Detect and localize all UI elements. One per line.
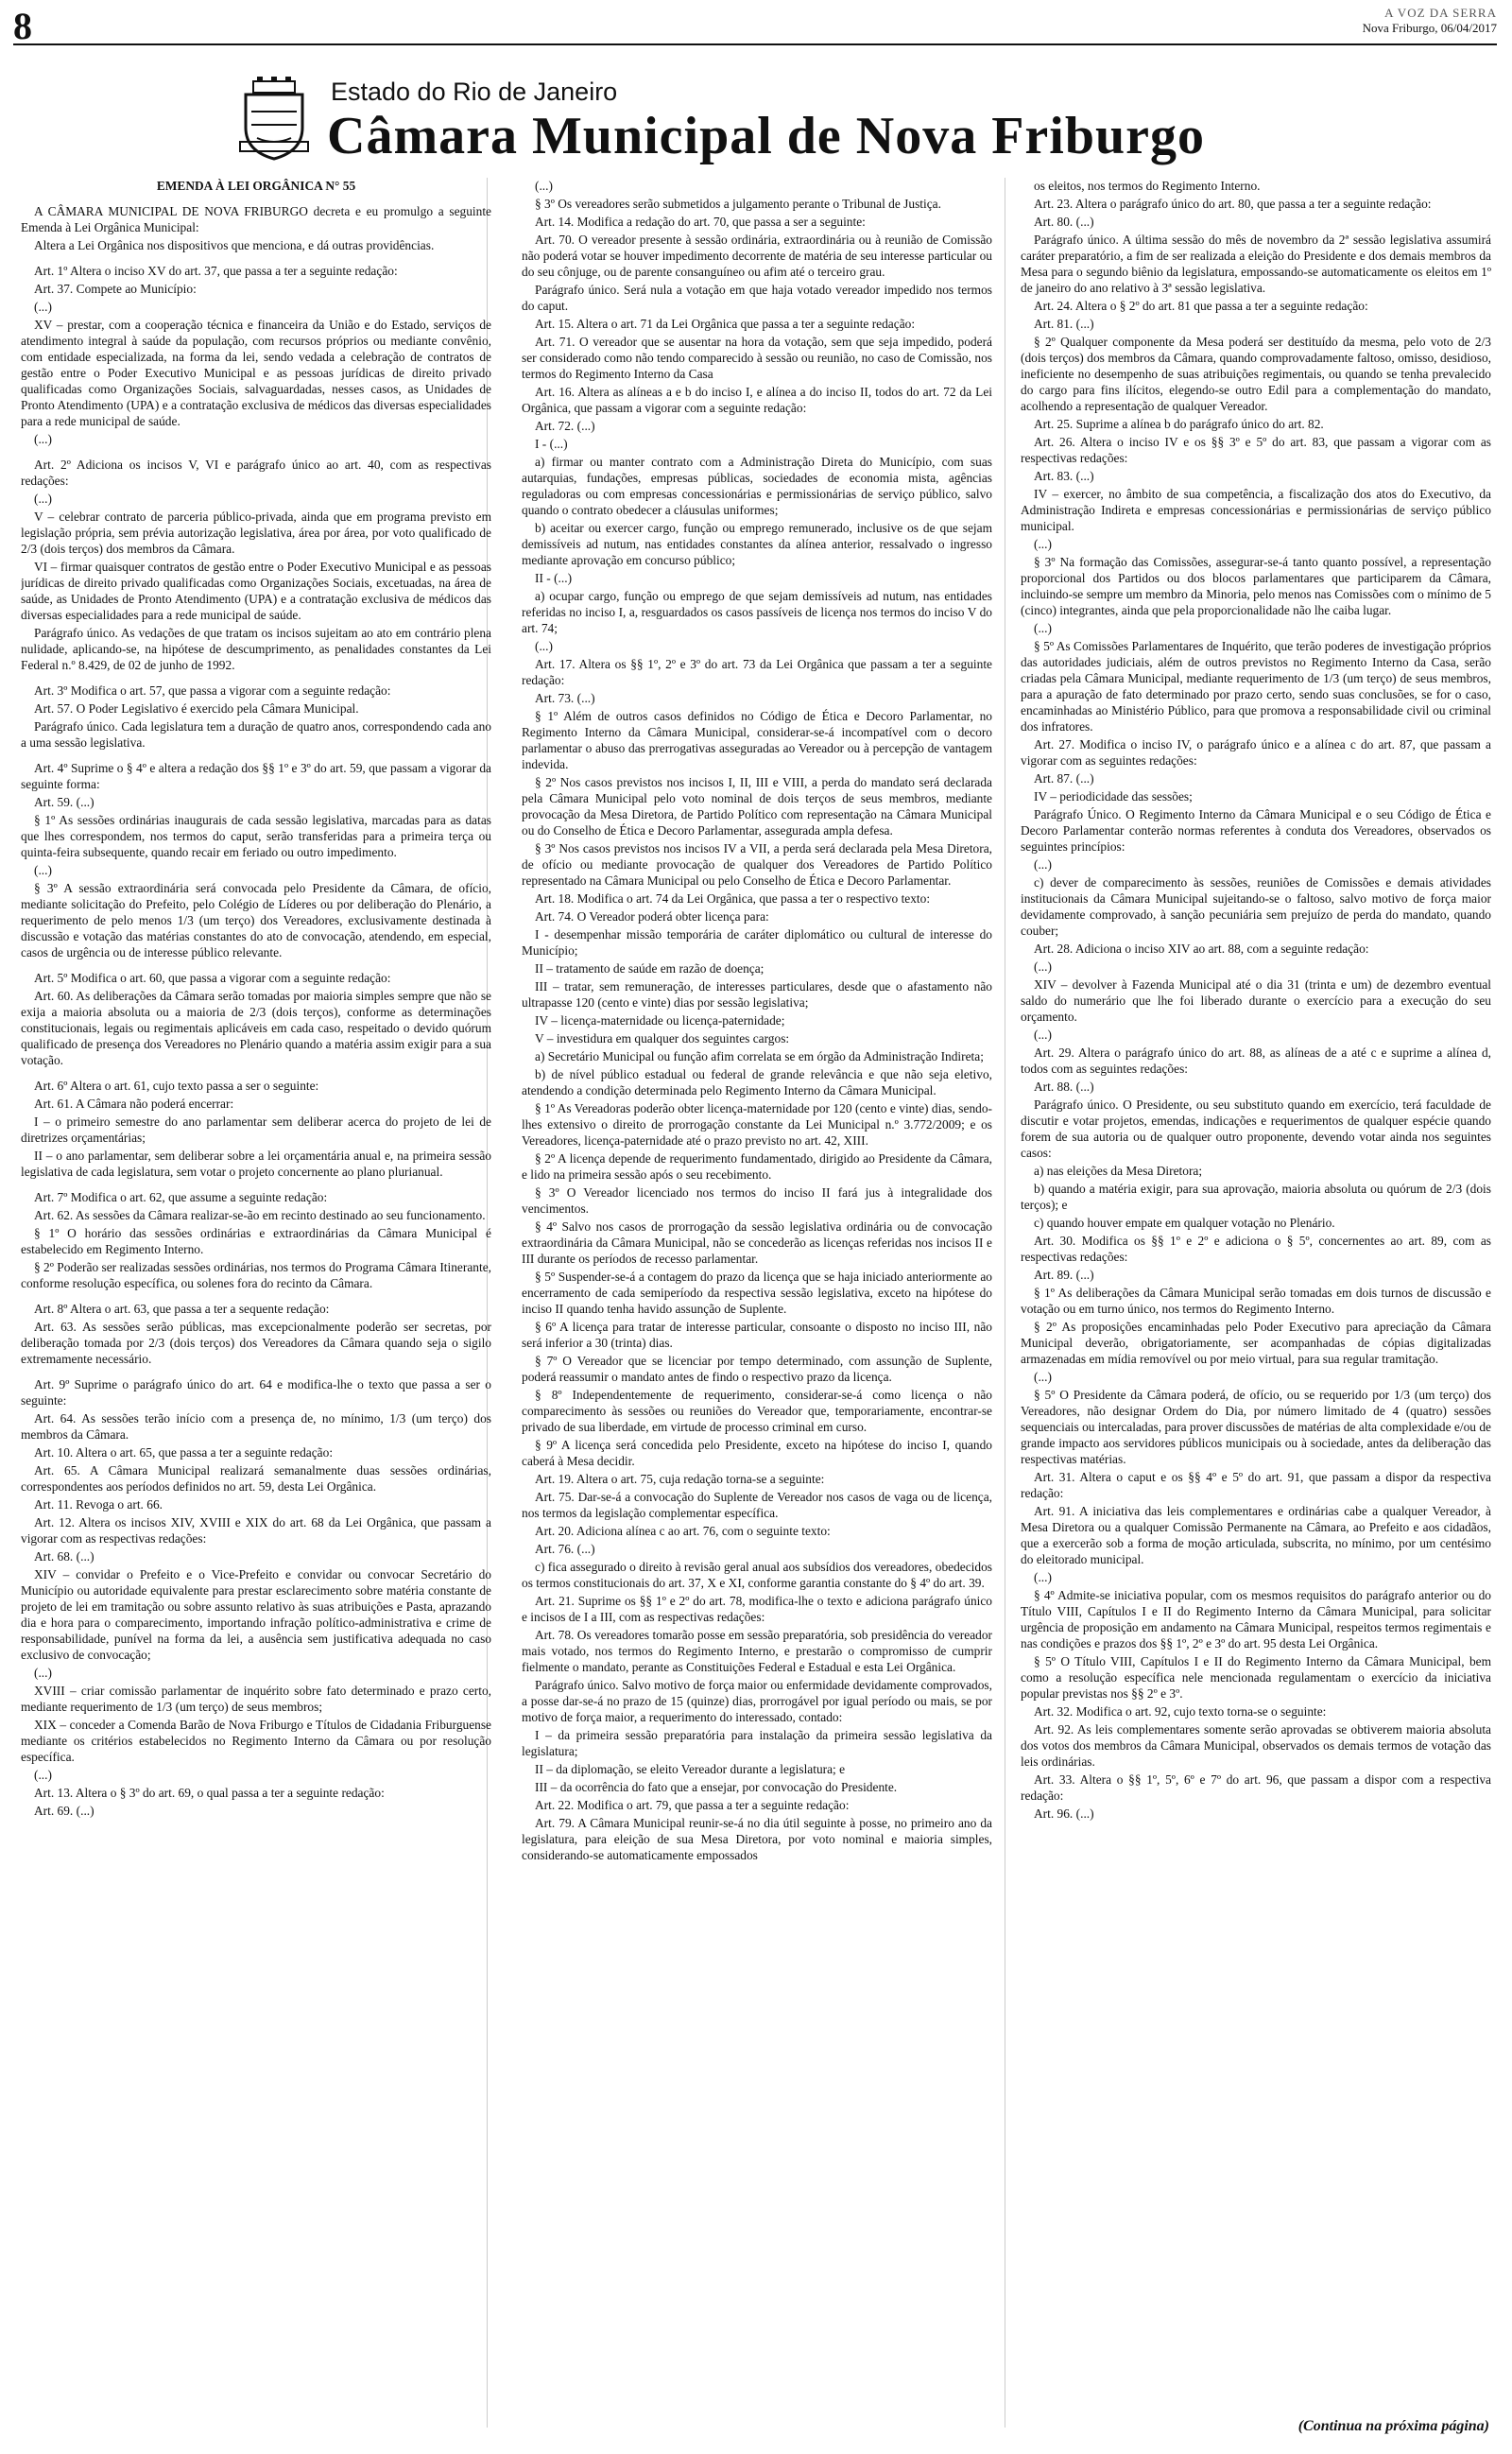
column-1 [21, 178, 491, 2428]
paragraph: (...) [1034, 857, 1052, 872]
paragraph: Art. 79. A Câmara Municipal reunir-se-á no dia útil seguinte à posse, no primeiro ano da legislatura, para eleição de sua Mesa Diretora, por voto nominal e maioria simples, considerando-se automaticamente empossados [522, 1816, 992, 1862]
paragraph: II - (...) [535, 571, 573, 585]
paragraph: § 2º Poderão ser realizadas sessões ordinárias, nos termos do Programa Câmara Itinerante, conforme resolução específica, ou solenes fora do recinto da Câmara. [21, 1260, 491, 1290]
paragraph: § 6º A licença para tratar de interesse particular, consoante o disposto no inciso III, não será inferior a 30 (trinta) dias. [522, 1320, 992, 1350]
paragraph: Parágrafo único. Será nula a votação em que haja votado vereador impedido nos termos do caput. [522, 283, 992, 313]
paragraph: (...) [34, 1768, 52, 1782]
paragraph: § 3º Nos casos previstos nos incisos IV a VII, a perda será declarada pela Mesa Diretora, de ofício ou mediante provocação de qualquer dos Vereadores de Partido Político representado na Câmara Municipal ou pelo Conselho de Ética e Decoro Parlamentar. [522, 841, 992, 888]
paragraph: a) Secretário Municipal ou função afim correlata se em órgão da Administração Indireta; [535, 1049, 984, 1063]
paragraph: § 5º O Presidente da Câmara poderá, de ofício, ou se requerido por 1/3 (um terço) dos Vereadores, não designar Ordem do Dia, por número limitado de 4 (quatro) sessões sequenciais ou intercaladas, para prover discussões de matérias de alta complexidade e/ou de grande impacto aos servidores públicos municipais ou à sociedade, antes da deliberação das respectivas matérias. [1021, 1388, 1491, 1466]
paragraph: Art. 1º Altera o inciso XV do art. 37, que passa a ter a seguinte redação: [34, 264, 398, 278]
paragraph: Art. 60. As deliberações da Câmara serão tomadas por maioria simples sempre que não se exija a maioria absoluta ou a maioria de 2/3 (dois terços), conforme as determinações constitucionais, legais ou regimentais aplicáveis em cada caso, respeitado o devido quórum qualificado de presença dos Vereadores no Plenário quando a matéria assim exigir para a sua votação. [21, 989, 491, 1067]
paragraph: Art. 96. (...) [1034, 1806, 1094, 1821]
paragraph: I - desempenhar missão temporária de caráter diplomático ou cultural de interesse do Município; [522, 927, 992, 958]
paragraph: (...) [1034, 537, 1052, 551]
column-2-body [522, 178, 992, 1863]
paragraph: IV – exercer, no âmbito de sua competência, a fiscalização dos atos do Executivo, da Administração Indireta e empresas concessionárias e permissionárias de serviço público municipal. [1021, 487, 1491, 533]
paragraph: Art. 13. Altera o § 3º do art. 69, o qual passa a ter a seguinte redação: [34, 1786, 385, 1800]
paragraph: Art. 89. (...) [1034, 1268, 1094, 1282]
paragraph: Parágrafo Único. O Regimento Interno da Câmara Municipal e o seu Código de Ética e Decoro Parlamentar conterão normas referentes à conduta dos Vereadores, observados os seguintes princípios: [1021, 807, 1491, 854]
paragraph: Art. 76. (...) [535, 1542, 595, 1556]
paragraph: I - (...) [535, 437, 568, 451]
paragraph: Art. 57. O Poder Legislativo é exercido pela Câmara Municipal. [34, 701, 359, 716]
paragraph: Art. 33. Altera o §§ 1º, 5º, 6º e 7º do art. 96, que passam a dispor com a respectiva redação: [1021, 1772, 1491, 1803]
paragraph: § 9º A licença será concedida pelo Presidente, exceto na hipótese do inciso I, quando caberá à Mesa decidir. [522, 1438, 992, 1468]
state-title: Estado do Rio de Janeiro [331, 78, 618, 106]
article-columns [21, 178, 1491, 2428]
paragraph: IV – periodicidade das sessões; [1034, 789, 1193, 804]
paragraph: § 3º A sessão extraordinária será convocada pelo Presidente da Câmara, de ofício, mediante solicitação do Prefeito, pelo Colégio de Líderes ou por deliberação do Plenário, a requerimento de pelo menos 1/3 (um terço) dos Vereadores, exclusivamente destinada à discussão e votação das matérias constantes do ato de convocação, atendendo, em especial, casos de urgência ou de interesse público relevante. [21, 881, 491, 959]
paragraph: (...) [1034, 1570, 1052, 1584]
paragraph: Art. 88. (...) [1034, 1080, 1094, 1094]
chamber-title: Câmara Municipal de Nova Friburgo [327, 107, 1205, 165]
paragraph: Art. 91. A iniciativa das leis complementares e ordinárias cabe a qualquer Vereador, à Mesa Diretora ou a qualquer Comissão Permanente na Câmara, ao Prefeito e aos cidadãos, que a exercerão sob a forma de moção articulada, subscrita, no mínimo, por um centésimo do eleitorado municipal. [1021, 1504, 1491, 1566]
paragraph: Art. 24. Altera o § 2º do art. 81 que passa a ter a seguinte redação: [1034, 299, 1368, 313]
amendment-heading: EMENDA À LEI ORGÂNICA N° 55 [156, 179, 356, 193]
paragraph: I – da primeira sessão preparatória para instalação da primeira sessão legislativa da legislatura; [522, 1728, 992, 1758]
paragraph: V – celebrar contrato de parceria público-privada, ainda que em programa previsto em legislação própria, sem prévia autorização legislativa, área por área, por voto qualificado de 2/3 (dois terços) dos membros da Câmara. [21, 510, 491, 556]
paragraph: § 5º As Comissões Parlamentares de Inquérito, que terão poderes de investigação próprios das autoridades judiciais, além de outros previstos no Regimento Interno da Casa, serão criadas pela Câmara Municipal, mediante requerimento de 1/3 (um terço) de seus membros, para a apuração de fato determinado por prazo certo, sendo suas conclusões, se for o caso, encaminhadas ao Ministério Público, para que promova a responsabilidade civil ou criminal dos infratores. [1021, 639, 1491, 734]
paragraph: Art. 26. Altera o inciso IV e os §§ 3º e 5º do art. 83, que passam a vigorar com as respectivas redações: [1021, 435, 1491, 465]
paragraph: Art. 3º Modifica o art. 57, que passa a vigorar com a seguinte redação: [34, 683, 391, 698]
paragraph: § 8º Independentemente de requerimento, considerar-se-á como licença o não comparecimento às sessões ou reuniões do Vereador que, temporariamente, encontrar-se privado de sua liberdade, em virtude de processo criminal em curso. [522, 1388, 992, 1434]
paragraph: Art. 20. Adiciona alínea c ao art. 76, com o seguinte texto: [535, 1524, 831, 1538]
paragraph: XV – prestar, com a cooperação técnica e financeira da União e do Estado, serviços de atendimento integral à saúde da população, com recursos próprios ou mediante convênio, com entidade especializada, na forma da lei, sendo vedada a celebração de contratos de gestão entre o Poder Executivo Municipal e as pessoas jurídicas de direito privado qualificadas como Organizações Sociais, salvaguardadas, nesses casos, as Unidades de Pronto Atendimento (UPA) e a contratação exclusiva de médicos das diversas especialidades para a rede municipal de saúde. [21, 318, 491, 428]
column-1-body [21, 203, 491, 1819]
paragraph: § 4º Admite-se iniciativa popular, com os mesmos requisitos do parágrafo anterior ou do Título VIII, Capítulos I e II do Regimento Interno da Câmara Municipal, para solicitar urgência de proposição em andamento na Câmara Municipal, respeitos termos regimentais e nas condições e prazos dos §§ 1º, 2º e 3º do art. 95 desta Lei Orgânica. [1021, 1588, 1491, 1650]
paragraph: Art. 11. Revoga o art. 66. [34, 1497, 163, 1512]
paragraph: Art. 2º Adiciona os incisos V, VI e parágrafo único ao art. 40, com as respectivas redações: [21, 458, 491, 488]
paragraph: Art. 9º Suprime o parágrafo único do art. 64 e modifica-lhe o texto que passa a ser o seguinte: [21, 1377, 491, 1408]
paragraph: b) quando a matéria exigir, para sua aprovação, maioria absoluta ou quórum de 2/3 (dois terços); e [1021, 1182, 1491, 1212]
paragraph: Parágrafo único. O Presidente, ou seu substituto quando em exercício, terá faculdade de discutir e votar projetos, emendas, indicações e requerimentos de qualquer espécie quando forem de sua autoria ou de qualquer outro proponente, devendo votar ainda nos seguintes casos: [1021, 1097, 1491, 1160]
paragraph: Art. 68. (...) [34, 1549, 94, 1564]
paragraph: § 1º Além de outros casos definidos no Código de Ética e Decoro Parlamentar, no Regimento Interno da Câmara Municipal, considerar-se-á incompatível com o decoro parlamentar o abuso das prerrogativas asseguradas ao Vereador ou à percepção de vantagem indevida. [522, 709, 992, 771]
paragraph: c) quando houver empate em qualquer votação no Plenário. [1034, 1216, 1335, 1230]
header-rule [13, 43, 1497, 45]
paragraph: Art. 5º Modifica o art. 60, que passa a vigorar com a seguinte redação: [34, 971, 391, 985]
paragraph: (...) [34, 1666, 52, 1680]
paragraph: § 3º Os vereadores serão submetidos a julgamento perante o Tribunal de Justiça. [535, 197, 941, 211]
column-3 [1021, 178, 1491, 2428]
paragraph: (...) [1034, 959, 1052, 974]
paragraph: (...) [1034, 1370, 1052, 1384]
paragraph: III – da ocorrência do fato que a ensejar, por convocação do Presidente. [535, 1780, 898, 1794]
paragraph: Art. 28. Adiciona o inciso XIV ao art. 88, com a seguinte redação: [1034, 942, 1369, 956]
paragraph: § 2º Nos casos previstos nos incisos I, II, III e VIII, a perda do mandato será declarada pela Câmara Municipal pelo voto nominal de dois terços de seus membros, mediante provocação da Mesa Diretora, de Partido Político com representação na Câmara Municipal ou do Conselho de Ética e Decoro Parlamentar, assegurada ampla defesa. [522, 775, 992, 838]
paragraph: Art. 22. Modifica o art. 79, que passa a ter a seguinte redação: [535, 1798, 850, 1812]
paragraph: I – o primeiro semestre do ano parlamentar sem deliberar acerca do projeto de lei de diretrizes orçamentárias; [21, 1115, 491, 1145]
paragraph: Art. 8º Altera o art. 63, que passa a ter a sequente redação: [34, 1302, 330, 1316]
paragraph: Art. 16. Altera as alíneas a e b do inciso I, e alínea a do inciso II, todos do art. 72 da Lei Orgânica, que passam a vigorar com a seguinte redação: [522, 385, 992, 415]
paragraph: Art. 29. Altera o parágrafo único do art. 88, as alíneas de a até c e suprime a alínea d, todos com as seguintes redações: [1021, 1046, 1491, 1076]
newspaper-header [1363, 6, 1497, 36]
paragraph: Art. 10. Altera o art. 65, que passa a ter a seguinte redação: [34, 1445, 334, 1460]
paragraph: a) ocupar cargo, função ou emprego de que sejam demissíveis ad nutum, nas entidades referidas no inciso I, a, resguardados os casos passíveis de licença nos termos do inciso V do art. 74; [522, 589, 992, 635]
paragraph: c) dever de comparecimento às sessões, reuniões de Comissões e demais atividades institucionais da Câmara Municipal sujeitando-se o faltoso, salvo motivo de força maior devidamente comprovado, à sanção pecuniária sem prejuízo de perda do mandato, quando couber; [1021, 875, 1491, 938]
paragraph: II – tratamento de saúde em razão de doença; [535, 961, 765, 976]
paragraph: (...) [535, 179, 553, 193]
paragraph: Art. 81. (...) [1034, 317, 1094, 331]
paragraph: § 1º O horário das sessões ordinárias e extraordinárias da Câmara Municipal é estabelecido em Regimento Interno. [21, 1226, 491, 1256]
paragraph: Parágrafo único. As vedações de que tratam os incisos sujeitam ao ato em contrário plena nulidade, aplicando-se, na hipótese de descumprimento, as penalidades constantes da Lei Federal n.º 8.429, de 02 de junho de 1992. [21, 626, 491, 672]
paragraph: XIV – devolver à Fazenda Municipal até o dia 31 (trinta e um) de dezembro eventual saldo do numerário que lhe foi liberado durante o exercício para a execução do seu orçamento. [1021, 977, 1491, 1024]
paragraph: a) firmar ou manter contrato com a Administração Direta do Município, com suas autarquias, fundações, empresas públicas, sociedades de economia mista, agências reguladoras ou com empresas concessionárias e permissionárias de serviço público, salvo quando o contrato obedecer a cláusulas uniformes; [522, 455, 992, 517]
page-number: 8 [13, 5, 32, 47]
paragraph: IV – licença-maternidade ou licença-paternidade; [535, 1013, 785, 1028]
paragraph: § 5º Suspender-se-á a contagem do prazo da licença que se haja iniciado anteriormente ao encerramento de cada semiperíodo da respectiva sessão legislativa, exceto na hipótese do inciso II quando tenha havido assunção de Suplente. [522, 1270, 992, 1316]
masthead [236, 57, 1276, 170]
paragraph: Art. 59. (...) [34, 795, 94, 809]
paragraph: Art. 14. Modifica a redação do art. 70, que passa a ser a seguinte: [535, 215, 866, 229]
paragraph: Art. 61. A Câmara não poderá encerrar: [34, 1097, 234, 1111]
paragraph: Art. 30. Modifica os §§ 1º e 2º e adiciona o § 5º, concernentes ao art. 89, com as respectivas redações: [1021, 1234, 1491, 1264]
paragraph: Art. 19. Altera o art. 75, cuja redação torna-se a seguinte: [535, 1472, 825, 1486]
paragraph: Art. 75. Dar-se-á a convocação do Suplente de Vereador nos casos de vaga ou de licença, nos termos da legislação complementar específica. [522, 1490, 992, 1520]
paragraph: § 2º A licença depende de requerimento fundamentado, dirigido ao Presidente da Câmara, e lido na primeira sessão após o seu recebimento. [522, 1151, 992, 1182]
paragraph: Art. 31. Altera o caput e os §§ 4º e 5º do art. 91, que passam a dispor da respectiva redação: [1021, 1470, 1491, 1500]
paragraph: II – da diplomação, se eleito Vereador durante a legislatura; e [535, 1762, 846, 1776]
paragraph: VI – firmar quaisquer contratos de gestão entre o Poder Executivo Municipal e as pessoas jurídicas de direito privado qualificadas como Organizações Sociais, excetuadas, na área de saúde, as Unidades de Pronto Atendimento (UPA) e a contratação exclusiva de médicos das diversas especialidades para a rede municipal de saúde. [21, 560, 491, 622]
paragraph: Art. 70. O vereador presente à sessão ordinária, extraordinária ou à reunião de Comissão não poderá votar se houver impedimento decorrente de matéria de seu interesse particular ou do seu cônjuge, ou de parente consanguíneo ou afim até o terceiro grau. [522, 233, 992, 279]
paragraph: Art. 72. (...) [535, 419, 595, 433]
paragraph: Parágrafo único. Salvo motivo de força maior ou enfermidade devidamente comprovados, a posse dar-se-á no prazo de 15 (quinze) dias, prorrogável por igual período ou mais, se por motivo de força maior, a requerimento do interessado, contado: [522, 1678, 992, 1724]
paragraph: Art. 80. (...) [1034, 215, 1094, 229]
paragraph: A CÂMARA MUNICIPAL DE NOVA FRIBURGO decreta e eu promulgo a seguinte Emenda à Lei Orgânica Municipal: [21, 204, 491, 234]
paragraph: Art. 17. Altera os §§ 1º, 2º e 3º do art. 73 da Lei Orgânica que passam a ter a seguinte redação: [522, 657, 992, 687]
paragraph: Art. 78. Os vereadores tomarão posse em sessão preparatória, sob presidência do vereador mais votado, nos termos do Regimento Interno, e prestarão o compromisso de cumprir fielmente o mandato, perante as Constituições Federal e Estadual e esta Lei Orgânica. [522, 1628, 992, 1674]
paragraph: § 4º Salvo nos casos de prorrogação da sessão legislativa ordinária ou de convocação extraordinária da Câmara Municipal, não se concederão as licenças referidas nos incisos II e III durante os períodos de recesso parlamentar. [522, 1219, 992, 1266]
paragraph: (...) [34, 300, 52, 314]
paragraph: XIV – convidar o Prefeito e o Vice-Prefeito e convidar ou convocar Secretário do Município ou autoridade equivalente para prestar esclarecimento sobre matéria constante de projeto de lei em tramitação ou sobre assunto relativo às suas atribuições e Pasta, aprazando dia e hora para o comparecimento, importando infração político-administrativa e crime de responsabilidade, punível na forma da lei, a ausência sem justificativa adequada no caso exclusivo de convocação; [21, 1567, 491, 1662]
paragraph: Parágrafo único. Cada legislatura tem a duração de quatro anos, correspondendo cada ano a uma sessão legislativa. [21, 719, 491, 750]
paragraph: Art. 15. Altera o art. 71 da Lei Orgânica que passa a ter a seguinte redação: [535, 317, 916, 331]
paragraph: b) de nível público estadual ou federal de grande relevância e que não seja eletivo, atendendo a condição determinada pelo Regimento Interno da Câmara Municipal. [522, 1067, 992, 1097]
paragraph: § 1º As deliberações da Câmara Municipal serão tomadas em dois turnos de discussão e votação ou em turno único, nos termos do Regimento Interno. [1021, 1286, 1491, 1316]
paragraph: Art. 7º Modifica o art. 62, que assume a seguinte redação: [34, 1190, 328, 1204]
paragraph: III – tratar, sem remuneração, de interesses particulares, desde que o afastamento não ultrapasse 120 (cento e vinte) dias por sessão legislativa; [522, 979, 992, 1010]
column-3-body [1021, 178, 1491, 1822]
edition-date: Nova Friburgo, 06/04/2017 [1362, 21, 1497, 35]
paragraph: V – investidura em qualquer dos seguintes cargos: [535, 1031, 790, 1046]
newspaper-name: A VOZ DA SERRA [1384, 6, 1497, 20]
paragraph: § 2º As proposições encaminhadas pelo Poder Executivo para apreciação da Câmara Municipal deverão, obrigatoriamente, ser acompanhadas de cópias digitalizadas armazenadas em mídia removível ou por meio virtual, para sua regular tramitação. [1021, 1320, 1491, 1366]
paragraph: § 1º As sessões ordinárias inaugurais de cada sessão legislativa, marcadas para as datas que lhes correspondem, nos termos do caput, serão transferidas para a primeira terça ou quinta-feira subsequente, quando recair em feriado ou outro impedimento. [21, 813, 491, 859]
paragraph: (...) [34, 863, 52, 877]
paragraph: (...) [34, 432, 52, 446]
paragraph: Art. 27. Modifica o inciso IV, o parágrafo único e a alínea c do art. 87, que passam a vigorar com as seguintes redações: [1021, 737, 1491, 768]
paragraph: a) nas eleições da Mesa Diretora; [1034, 1164, 1203, 1178]
paragraph: Art. 83. (...) [1034, 469, 1094, 483]
coat-of-arms-icon [236, 76, 312, 161]
paragraph: Art. 23. Altera o parágrafo único do art. 80, que passa a ter a seguinte redação: [1034, 197, 1432, 211]
paragraph: Altera a Lei Orgânica nos dispositivos que menciona, e dá outras providências. [34, 238, 435, 252]
paragraph: (...) [1034, 621, 1052, 635]
paragraph: § 7º O Vereador que se licenciar por tempo determinado, com assunção de Suplente, poderá reassumir o mandato antes de findo o respectivo prazo da licença. [522, 1354, 992, 1384]
paragraph: Art. 64. As sessões terão início com a presença de, no mínimo, 1/3 (um terço) dos membros da Câmara. [21, 1411, 491, 1442]
paragraph: Art. 73. (...) [535, 691, 595, 705]
paragraph: § 3º Na formação das Comissões, assegurar-se-á tanto quanto possível, a representação proporcional dos Partidos ou dos blocos parlamentares que participarem da Câmara, incluindo-se sempre um membro da Minoria, pelo menos nas Comissões com o mínimo de 5 (cinco) integrantes, ainda que pela proporcionalidade não lhe caiba lugar. [1021, 555, 1491, 617]
paragraph: Art. 63. As sessões serão públicas, mas excepcionalmente poderão ser secretas, por deliberação tomada por 2/3 (dois terços) dos Vereadores da Câmara quando seja o sigilo extremamente necessário. [21, 1320, 491, 1366]
paragraph: Art. 12. Altera os incisos XIV, XVIII e XIX do art. 68 da Lei Orgânica, que passam a vigorar com as respectivas redações: [21, 1515, 491, 1546]
continue-note: (Continua na próxima página) [1297, 2418, 1489, 2434]
paragraph: Art. 25. Suprime a alínea b do parágrafo único do art. 82. [1034, 417, 1324, 431]
paragraph: os eleitos, nos termos do Regimento Interno. [1034, 179, 1261, 193]
paragraph: § 1º As Vereadoras poderão obter licença-maternidade por 120 (cento e vinte) dias, sendo-lhes extensivo o direito de prorrogação constante da Lei Municipal n.º 3.772/2009; e os Vereadores, licença-paternidade até o prazo previsto no art. 42, XIII. [522, 1101, 992, 1148]
paragraph: XIX – conceder a Comenda Barão de Nova Friburgo e Títulos de Cidadania Friburguense mediante os critérios estabelecidos no Regimento Interno da Câmara ou por resolução específica. [21, 1718, 491, 1764]
paragraph: (...) [34, 492, 52, 506]
paragraph: Art. 69. (...) [34, 1804, 94, 1818]
paragraph: Art. 4º Suprime o § 4º e altera a redação dos §§ 1º e 3º do art. 59, que passam a vigorar da seguinte forma: [21, 761, 491, 791]
paragraph: Art. 65. A Câmara Municipal realizará semanalmente duas sessões ordinárias, correspondentes aos períodos definidos no art. 59, desta Lei Orgânica. [21, 1463, 491, 1494]
paragraph: Art. 87. (...) [1034, 771, 1094, 786]
paragraph: b) aceitar ou exercer cargo, função ou emprego remunerado, inclusive os de que sejam demissíveis ad nutum, nas entidades constantes da alínea anterior, ressalvado o ingresso mediante aprovação em concurso público; [522, 521, 992, 567]
paragraph: § 5º O Título VIII, Capítulos I e II do Regimento Interno da Câmara Municipal, bem como a resolução específica nele mencionada regulamentam o exercício da iniciativa popular previstas nos §§ 2º e 3º. [1021, 1654, 1491, 1701]
paragraph: Art. 32. Modifica o art. 92, cujo texto torna-se o seguinte: [1034, 1704, 1327, 1719]
paragraph: (...) [535, 639, 553, 653]
paragraph: Parágrafo único. A última sessão do mês de novembro da 2ª sessão legislativa assumirá caráter preparatório, a fim de ser realizada a eleição do Presidente e dos demais membros da Mesa para o segundo biênio da legislatura, empossando-se automaticamente os eleitos em 1º de janeiro do ano relativo à 3ª sessão legislativa. [1021, 233, 1491, 295]
paragraph: Art. 6º Altera o art. 61, cujo texto passa a ser o seguinte: [34, 1079, 319, 1093]
paragraph: Art. 92. As leis complementares somente serão aprovadas se obtiverem maioria absoluta dos votos dos membros da Câmara Municipal, observados os demais termos de votação das leis ordinárias. [1021, 1722, 1491, 1769]
paragraph: § 2º Qualquer componente da Mesa poderá ser destituído da mesma, pelo voto de 2/3 (dois terços) dos membros da Câmara, quando comprovadamente faltoso, omisso, desidioso, ineficiente no desempenho de suas atribuições regimentais, ou quando se tenha prevalecido do cargo para fins ilícitos, elegendo-se outro Edil para a complementação do mandato, acolhendo a representação de qualquer Vereador. [1021, 335, 1491, 413]
paragraph: (...) [1034, 1028, 1052, 1042]
paragraph: § 3º O Vereador licenciado nos termos do inciso II fará jus à integralidade dos vencimentos. [522, 1185, 992, 1216]
paragraph: Art. 18. Modifica o art. 74 da Lei Orgânica, que passa a ter o respectivo texto: [535, 891, 931, 906]
paragraph: Art. 71. O vereador que se ausentar na hora da votação, sem que seja impedido, poderá ser considerado como não tendo comparecido à sessão ou reunião, no caso de Comissão, nos termos do Regimento Interno da Casa [522, 335, 992, 381]
paragraph: Art. 74. O Vereador poderá obter licença para: [535, 909, 769, 924]
paragraph: II – o ano parlamentar, sem deliberar sobre a lei orçamentária anual e, na primeira sessão legislativa de cada legislatura, sem votar o projeto concernente ao plano plurianual. [21, 1149, 491, 1179]
paragraph: Art. 37. Compete ao Município: [34, 282, 197, 296]
paragraph: XVIII – criar comissão parlamentar de inquérito sobre fato determinado e prazo certo, mediante requerimento de 1/3 (um terço) de seus membros; [21, 1684, 491, 1714]
paragraph: c) fica assegurado o direito à revisão geral anual aos subsídios dos vereadores, obedecidos os termos constitucionais do art. 37, X e XI, conforme garantia constante do § 4º do art. 39. [522, 1560, 992, 1590]
paragraph: Art. 21. Suprime os §§ 1º e 2º do art. 78, modifica-lhe o texto e adiciona parágrafo único e incisos de I a III, com as respectivas redações: [522, 1594, 992, 1624]
column-2 [522, 178, 992, 2428]
paragraph: Art. 62. As sessões da Câmara realizar-se-ão em recinto destinado ao seu funcionamento. [34, 1208, 486, 1222]
